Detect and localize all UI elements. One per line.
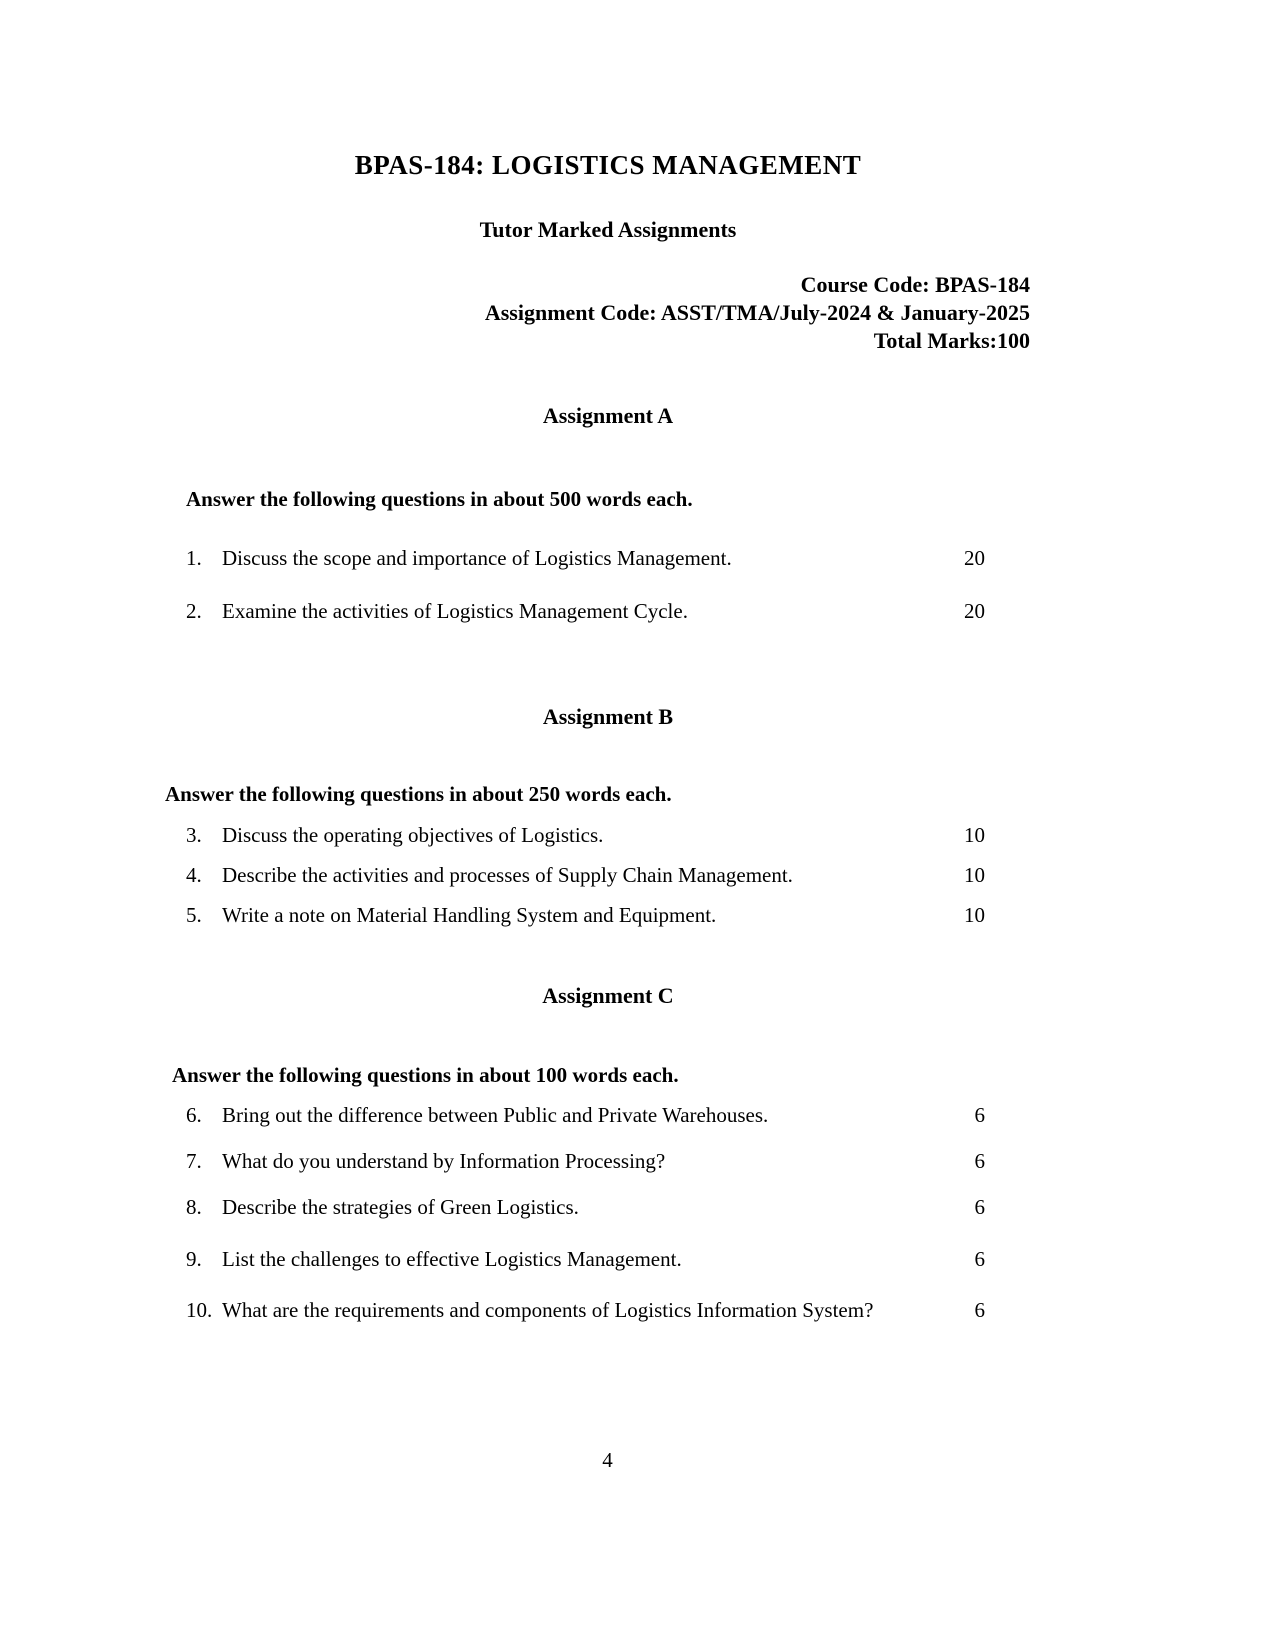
question-number: 1. bbox=[186, 546, 202, 570]
question-number: 2. bbox=[186, 599, 202, 623]
question-number: 7. bbox=[186, 1149, 202, 1173]
question-row bbox=[186, 1247, 1030, 1272]
question-marks: 6 bbox=[974, 1195, 985, 1219]
document-title: BPAS-184: LOGISTICS MANAGEMENT bbox=[354, 150, 862, 180]
question-marks: 6 bbox=[974, 1247, 985, 1271]
question-number: 8. bbox=[186, 1195, 202, 1219]
question-text: Write a note on Material Handling System and Equipment. bbox=[222, 903, 717, 927]
question-text: Describe the activities and processes of Supply Chain Management. bbox=[222, 863, 793, 887]
question-row bbox=[186, 863, 1030, 888]
question-marks: 10 bbox=[964, 903, 985, 927]
question-number: 6. bbox=[186, 1103, 202, 1127]
section-title-assignment-b: Assignment B bbox=[542, 704, 674, 729]
question-number: 4. bbox=[186, 863, 202, 887]
question-text: Describe the strategies of Green Logistics. bbox=[222, 1195, 579, 1219]
question-number: 5. bbox=[186, 903, 202, 927]
question-row bbox=[186, 1149, 1030, 1174]
total-marks: Total Marks:100 bbox=[873, 328, 1030, 353]
question-text: What do you understand by Information Processing? bbox=[222, 1149, 666, 1173]
question-text: Discuss the operating objectives of Logistics. bbox=[222, 823, 604, 847]
question-row bbox=[186, 1195, 1030, 1220]
question-text: Bring out the difference between Public and Private Warehouses. bbox=[222, 1103, 769, 1127]
question-number: 9. bbox=[186, 1247, 202, 1271]
question-marks: 6 bbox=[974, 1149, 985, 1173]
question-number: 10. bbox=[186, 1298, 213, 1322]
question-row bbox=[186, 546, 1030, 571]
question-row bbox=[186, 1298, 1030, 1323]
instruction-assignment-a: Answer the following questions in about 500 words each. bbox=[186, 487, 693, 511]
question-number: 3. bbox=[186, 823, 202, 847]
page-number: 4 bbox=[602, 1448, 613, 1472]
question-marks: 6 bbox=[974, 1298, 985, 1322]
assignment-code: Assignment Code: ASST/TMA/July-2024 & January-2025 bbox=[484, 300, 1030, 325]
question-marks: 20 bbox=[964, 599, 985, 623]
instruction-assignment-c: Answer the following questions in about 100 words each. bbox=[172, 1063, 679, 1087]
document-subtitle: Tutor Marked Assignments bbox=[479, 217, 737, 242]
question-marks: 10 bbox=[964, 863, 985, 887]
question-row bbox=[186, 823, 1030, 848]
section-title-assignment-c: Assignment C bbox=[542, 983, 674, 1008]
question-row bbox=[186, 1103, 1030, 1128]
question-text: Examine the activities of Logistics Management Cycle. bbox=[222, 599, 688, 623]
question-marks: 10 bbox=[964, 823, 985, 847]
course-info-block bbox=[186, 271, 1030, 355]
question-row bbox=[186, 599, 1030, 624]
question-marks: 6 bbox=[974, 1103, 985, 1127]
section-title-assignment-a: Assignment A bbox=[542, 403, 674, 428]
question-text: Discuss the scope and importance of Logistics Management. bbox=[222, 546, 732, 570]
question-text: What are the requirements and components of Logistics Information System? bbox=[222, 1298, 874, 1322]
course-code: Course Code: BPAS-184 bbox=[800, 272, 1030, 297]
instruction-assignment-b: Answer the following questions in about 250 words each. bbox=[165, 782, 672, 806]
question-text: List the challenges to effective Logistics Management. bbox=[222, 1247, 682, 1271]
question-marks: 20 bbox=[964, 546, 985, 570]
question-row bbox=[186, 903, 1030, 928]
